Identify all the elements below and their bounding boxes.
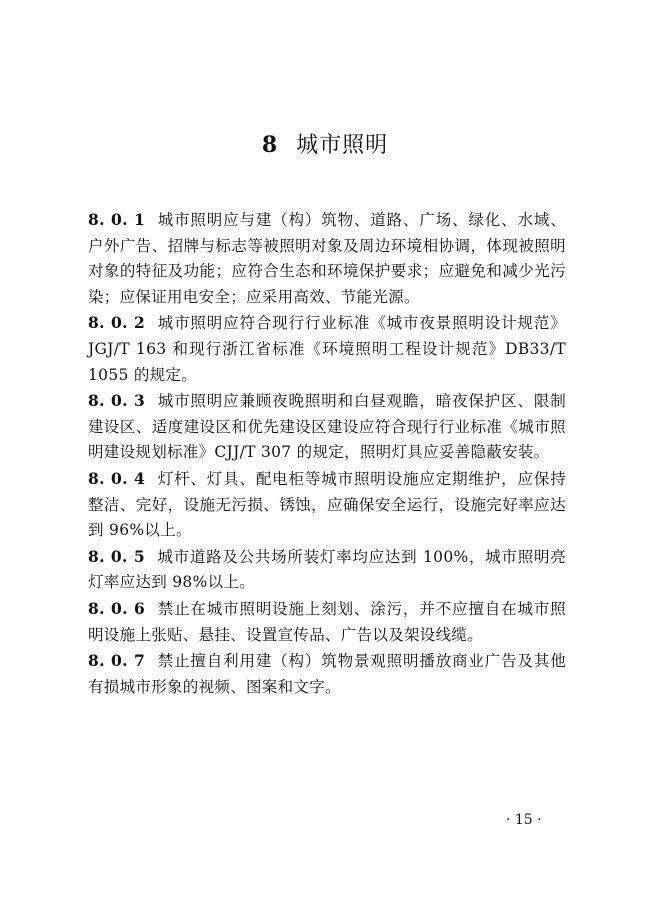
clause-number: 8. 0. 2	[88, 313, 146, 333]
clause-text: 城市照明应兼顾夜晚照明和白昼观瞻，暗夜保护区、限制建设区、适度建设区和优先建设区建设应符合现行行业标准《城市照明建设规划标准》CJJ/T 307 的规定，照明灯具应妥善隐蔽安装。	[88, 392, 566, 462]
clause-number: 8. 0. 3	[88, 391, 146, 411]
clause-text: 禁止擅自利用建（构）筑物景观照明播放商业广告及其他有损城市形象的视频、图案和文字。	[88, 652, 566, 696]
clause-number: 8. 0. 5	[88, 546, 145, 566]
clause-8-0-7	[88, 648, 566, 700]
clause-text: 禁止在城市照明设施上刻划、涂污，并不应擅自在城市照明设施上张贴、悬挂、设置宣传品、广告以及架设线缆。	[88, 599, 566, 644]
clause-8-0-2	[88, 310, 566, 388]
chapter-number: 8	[261, 132, 279, 158]
clause-8-0-6	[88, 596, 566, 648]
clause-text: 城市照明应与建（构）筑物、道路、广场、绿化、水域、户外广告、招牌与标志等被照明对象及周边环境相协调，体现被照明对象的特征及功能；应符合生态和环境保护要求；应避免和减少光污染；应保证用电安全；应采用高效、节能光源。	[88, 211, 566, 306]
clause-text: 灯杆、灯具、配电柜等城市照明设施应定期维护，应保持整洁、完好，设施无污损、锈蚀，应确保安全运行，设施完好率应达到 96%以上。	[88, 469, 566, 540]
clause-8-0-3	[88, 388, 566, 466]
clause-number: 8. 0. 1	[88, 210, 146, 229]
clause-list	[88, 207, 566, 700]
clause-8-0-1	[88, 207, 566, 310]
clause-number: 8. 0. 7	[88, 651, 146, 671]
clause-text: 城市道路及公共场所装灯率均应达到 100%，城市照明亮灯率应达到 98%以上。	[88, 547, 566, 592]
clause-text: 城市照明应符合现行行业标准《城市夜景照明设计规范》JGJ/T 163 和现行浙江省标准《环境照明工程设计规范》DB33/T 1055 的规定。	[88, 314, 566, 384]
clause-number: 8. 0. 6	[88, 598, 146, 618]
clause-8-0-5	[88, 544, 566, 596]
chapter-title-text: 城市照明	[296, 133, 389, 158]
page-number: · 15 ·	[506, 812, 542, 828]
clause-8-0-4	[88, 466, 566, 544]
chapter-title	[0, 128, 650, 159]
clause-number: 8. 0. 4	[88, 468, 146, 488]
